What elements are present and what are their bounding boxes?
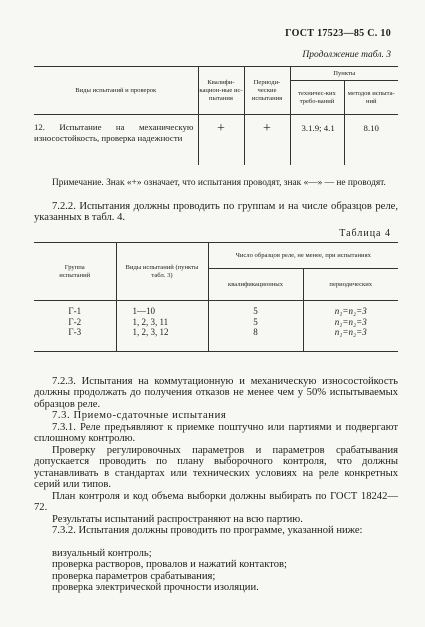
table-4: [34, 242, 398, 352]
t4-col-period-header: периодических: [303, 269, 398, 301]
paragraph-7-2-2: 7.2.2. Испытания должны проводить по группам и на числе образцов реле, указанных в табл. 4.: [34, 201, 398, 224]
t4-col-group-header: Группа испытаний: [34, 243, 116, 301]
row-qual-mark: +: [198, 115, 244, 165]
t4-row-group: Г-1: [34, 301, 116, 317]
page-header: ГОСТ 17523—85 С. 10: [285, 28, 391, 39]
t4-row-qual: 5: [208, 301, 303, 317]
t4-row-period: n₁=n₂=3: [334, 306, 367, 316]
table-note: Примечание. Знак «+» означает, что испытания проводят, знак «—» — не проводят.: [52, 178, 386, 188]
col-points-header: Пункты: [290, 67, 398, 81]
t4-row-group: Г-2: [34, 317, 116, 328]
t4-col-qual-header: квалификационных: [208, 269, 303, 301]
t4-row-group: Г-3: [34, 327, 116, 351]
t4-row-types: 1, 2, 3, 12: [116, 327, 208, 351]
t4-col-count-header: Число образцов реле, не менее, при испытаниях: [208, 243, 398, 269]
t4-row-types: 1, 2, 3, 11: [116, 317, 208, 328]
paragraph-7-3-1-plan: План контроля и код объема выборки должны выбирать по ГОСТ 18242—72.: [34, 491, 398, 514]
list-item: проверка электрической прочности изоляции.: [52, 582, 259, 594]
col-tests-header: Виды испытаний и проверок: [34, 67, 198, 115]
col-period-header: Периоди-ческие испытания: [244, 67, 290, 115]
col-methods-header: методов испыта-ний: [344, 81, 398, 115]
row-period-mark: +: [244, 115, 290, 165]
table-4-label: Таблица 4: [339, 228, 391, 239]
paragraph-7-3-1: 7.3.1. Реле предъявляют к приемке поштучно или партиями и подвергают сплошному контролю.: [34, 422, 398, 445]
t4-row-qual: 5: [208, 317, 303, 328]
row-method-points: 8.10: [363, 123, 379, 133]
paragraph-7-3-1-results: Результаты испытаний распространяют на всю партию.: [52, 514, 303, 525]
row-tech-points: 3.1.9; 4.1: [290, 115, 344, 165]
col-qual-header: Квалифи-кацион-ные ис-пытания: [198, 67, 244, 115]
row-test-name: 12. Испытание на механическую износостойкость, проверка надежности: [34, 115, 198, 165]
t4-row-period: n₁=n₂=3: [334, 316, 367, 327]
t4-col-types-header: Виды испытаний (пункты табл. 3): [116, 243, 208, 301]
table-continuation-label: Продолжение табл. 3: [302, 50, 391, 60]
paragraph-7-2-3: 7.2.3. Испытания на коммутационную и механическую износостойкость должны продолжать до получения отказов не менее чем у 50% испытываемых образцов реле.: [34, 376, 398, 410]
paragraph-7-3-heading: 7.3. Приемо-сдаточные испытания: [52, 410, 227, 421]
col-tech-header: техничес-ких требо-ваний: [290, 81, 344, 115]
t4-row-qual: 8: [208, 327, 303, 351]
list-item: проверка параметров срабатывания;: [52, 570, 216, 582]
t4-row-period: n₁=n₂=3: [303, 327, 398, 351]
program-list: [34, 548, 398, 594]
table-3-continuation: [34, 66, 398, 165]
list-item: визуальный контроль;: [52, 548, 152, 559]
t4-row-types: 1—10: [116, 301, 208, 317]
list-item: проверка растворов, провалов и нажатий контактов;: [52, 559, 287, 571]
paragraph-7-3-2: 7.3.2. Испытания должны проводить по программе, указанной ниже:: [52, 525, 363, 536]
paragraph-7-3-1-sampling: Проверку регулировочных параметров и параметров срабатывания допускается проводить по плану выборочного контроля, что должны устанавливать в стандартах или технических условиях на реле конкретных серий или типов.: [34, 445, 398, 491]
